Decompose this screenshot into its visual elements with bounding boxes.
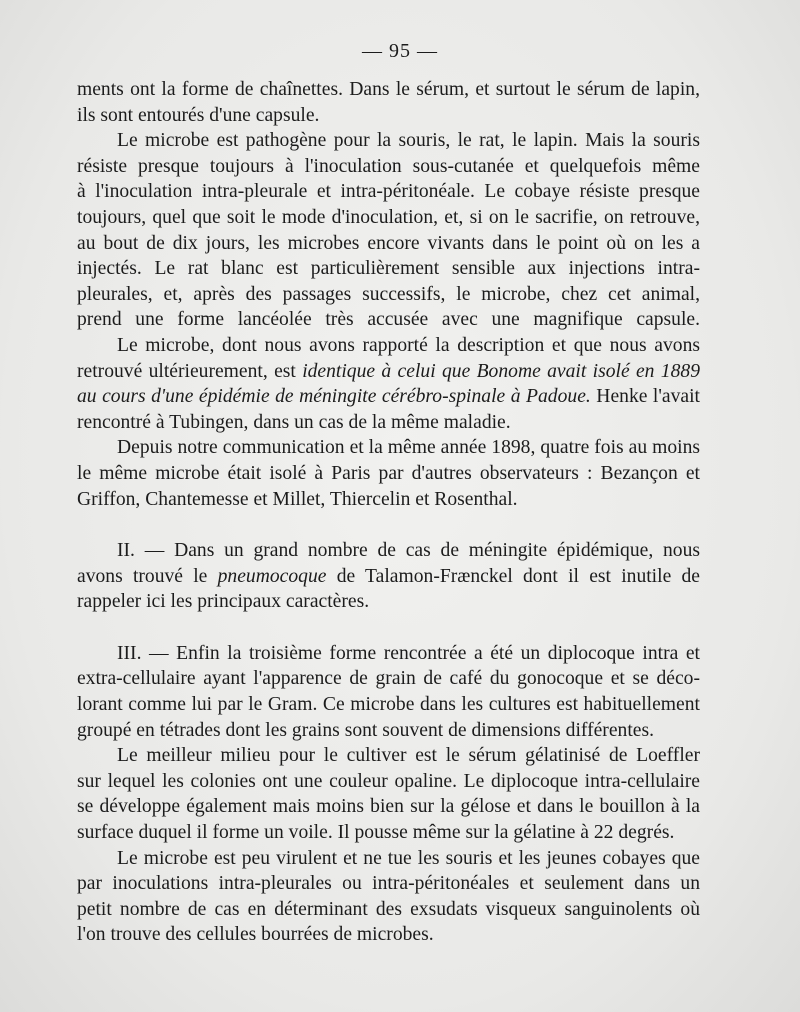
text-line: injectés. Le rat blanc est particulièrement sensible aux injections intra- (77, 258, 700, 280)
text-line: petit nombre de cas en déterminant des exsudats visqueux sanguinolents où (77, 898, 700, 920)
section-gap (77, 615, 700, 641)
italic-citation: identique à celui que Bonome avait isolé en 1889 (302, 360, 700, 382)
text-line: rencontré à Tubingen, dans un cas de la même maladie. (77, 411, 511, 433)
paragraph-6 (77, 641, 700, 743)
text-line: ments ont la forme de chaînettes. Dans le sérum, et surtout le sérum de lapin, (77, 79, 700, 100)
section-gap (77, 512, 700, 538)
text-line: ils sont entourés d'une capsule. (77, 104, 320, 126)
paragraph-3 (77, 333, 700, 435)
text-line: pleurales, et, après des passages successifs, le microbe, chez cet animal, (77, 283, 700, 305)
paragraph-5 (77, 538, 700, 615)
text-line: sur lequel les colonies ont une couleur opaline. Le diplocoque intra-cellulaire (77, 770, 700, 792)
text-line: rappeler ici les principaux caractères. (77, 591, 370, 613)
text-span: Henke l'avait (590, 386, 700, 408)
text-line: Le meilleur milieu pour le cultiver est le sérum gélatinisé de Loeffler (117, 745, 700, 767)
text-line: lorant comme lui par le Gram. Ce microbe dans les cultures est habituellement (77, 694, 700, 716)
paragraph-8 (77, 846, 700, 948)
text-line: prend une forme lancéolée très accusée avec une magnifique capsule. (77, 309, 700, 331)
paragraph-7 (77, 743, 700, 845)
page-number: — 95 — (362, 40, 438, 62)
italic-term: pneumocoque (217, 565, 327, 587)
text-line (77, 384, 700, 410)
text-line: Le microbe, dont nous avons rapporté la description et que nous avons (117, 334, 700, 356)
text-span: avons trouvé le (77, 565, 218, 587)
text-line: résiste presque toujours à l'inoculation sous-cutanée et quelquefois même (77, 155, 700, 177)
text-line: Depuis notre communication et la même année 1898, quatre fois au moins (117, 437, 700, 459)
text-line: II. — Dans un grand nombre de cas de méningite épidémique, nous (117, 540, 700, 562)
text-line: Le microbe est peu virulent et ne tue les souris et les jeunes cobayes que (117, 847, 700, 869)
text-line: Le microbe est pathogène pour la souris, le rat, le lapin. Mais la souris (117, 130, 700, 152)
paragraph-4 (77, 435, 700, 512)
text-line: toujours, quel que soit le mode d'inoculation, et, si on le sacrifie, on retrouve, (77, 206, 700, 228)
text-line: le même microbe était isolé à Paris par d'autres observateurs : Bezançon et (77, 462, 700, 484)
text-line: au bout de dix jours, les microbes encore vivants dans le point où on les a (77, 232, 700, 254)
text-span: de Talamon-Frænckel dont il est inutile de (326, 565, 700, 587)
text-line: à l'inoculation intra-pleurale et intra-péritonéale. Le cobaye résiste presque (77, 181, 700, 203)
body-text (77, 77, 700, 948)
text-line: III. — Enfin la troisième forme rencontrée a été un diplocoque intra et (117, 642, 700, 664)
text-line: par inoculations intra-pleurales ou intra-péritonéales et seulement dans un (77, 873, 700, 895)
text-line: se développe également mais moins bien sur la gélose et dans le bouillon à la (77, 796, 700, 818)
text-line: l'on trouve des cellules bourrées de microbes. (77, 924, 434, 946)
text-line: Griffon, Chantemesse et Millet, Thiercelin et Rosenthal. (77, 488, 518, 510)
text-line: groupé en tétrades dont les grains sont souvent de dimensions différentes. (77, 719, 654, 741)
italic-citation: au cours d'une épidémie de méningite cérébro-spinale à Padoue. (77, 386, 591, 408)
text-line: surface duquel il forme un voile. Il pousse même sur la gélatine à 22 degrés. (77, 822, 675, 844)
text-line: extra-cellulaire ayant l'apparence de grain de café du gonocoque et se déco- (77, 668, 700, 690)
text-span: retrouvé ultérieurement, est (77, 360, 303, 382)
paragraph-2 (77, 128, 700, 333)
text-line (77, 359, 700, 385)
paragraph-1 (77, 77, 700, 128)
text-line (77, 564, 700, 590)
